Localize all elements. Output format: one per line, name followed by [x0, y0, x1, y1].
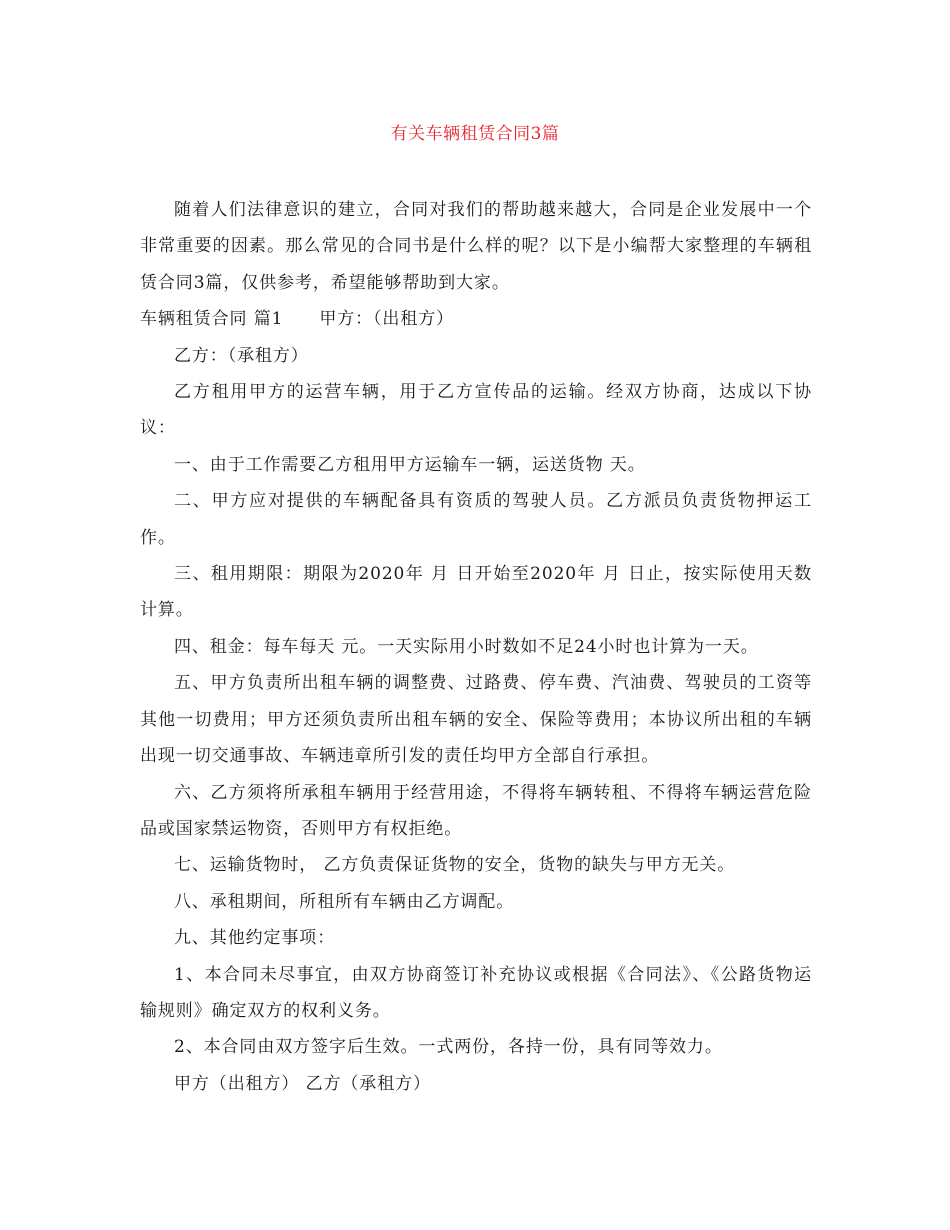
party-a-label: 甲方：（出租方）: [319, 309, 455, 330]
sub-clause-2: 2、本合同由双方签字后生效。一式两份，各持一份，具有同等效力。: [174, 1037, 723, 1058]
clause-2: 二、甲方应对提供的车辆配备具有资质的驾驶人员。乙方派员负责货物押运工作。: [140, 491, 812, 548]
document-title: 有关车辆租赁合同3篇: [390, 124, 560, 144]
party-b-label: 乙方：（承租方）: [174, 345, 309, 366]
sub-clause-1: 1、本合同未尽事宜，由双方协商签订补充协议或根据《合同法》、《公路货物运输规则》确定双方的权利义务。: [140, 964, 812, 1021]
section-heading-line: [140, 301, 812, 337]
clause-9: 九、其他约定事项：: [174, 928, 336, 949]
intro-paragraph: 随着人们法律意识的建立，合同对我们的帮助越来越大，合同是企业发展中一个非常重要的因素。那么常见的合同书是什么样的呢？以下是小编帮大家整理的车辆租赁合同3篇，仅供参考，希望能够帮助到大家。: [140, 200, 812, 293]
document-body: [140, 192, 812, 1102]
clause-6: 六、乙方须将所承租车辆用于经营用途，不得将车辆转租、不得将车辆运营危险品或国家禁运物资，否则甲方有权拒绝。: [140, 782, 812, 839]
signature-line: 甲方（出租方） 乙方（承租方）: [174, 1073, 431, 1094]
preamble-paragraph: 乙方租用甲方的运营车辆，用于乙方宣传品的运输。经双方协商，达成以下协议：: [140, 382, 812, 439]
section-heading: 车辆租赁合同 篇1: [140, 309, 284, 330]
clause-1: 一、由于工作需要乙方租用甲方运输车一辆，运送货物 天。: [174, 454, 646, 475]
clause-5: 五、甲方负责所出租车辆的调整费、过路费、停车费、汽油费、驾驶员的工资等其他一切费用；甲方还须负责所出租车辆的安全、保险等费用；本协议所出租的车辆出现一切交通事故、车辆违章所引发的责任均甲方全部自行承担。: [140, 673, 812, 767]
clause-3: 三、租用期限：期限为2020年 月 日开始至2020年 月 日止，按实际使用天数计算。: [140, 564, 812, 621]
clause-8: 八、承租期间，所租所有车辆由乙方调配。: [174, 891, 515, 912]
clause-4: 四、租金：每车每天 元。一天实际用小时数如不足24小时也计算为一天。: [174, 636, 759, 657]
clause-7: 七、运输货物时， 乙方负责保证货物的安全，货物的缺失与甲方无关。: [174, 855, 736, 876]
